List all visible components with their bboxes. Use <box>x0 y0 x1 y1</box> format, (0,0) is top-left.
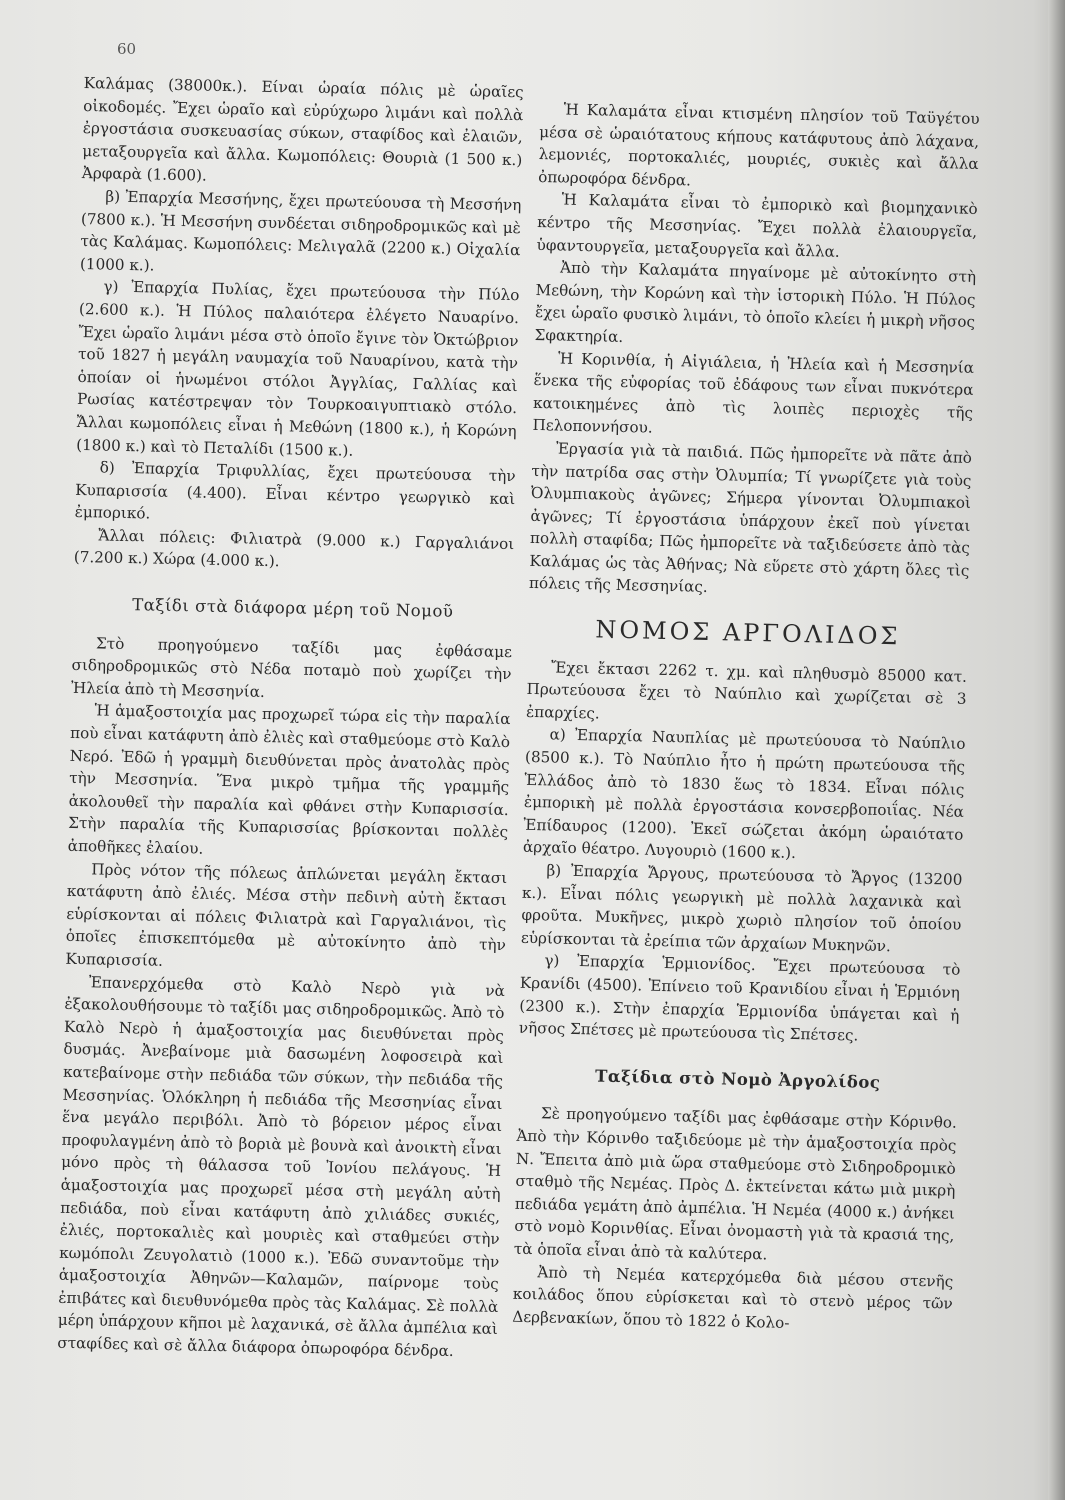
paragraph: γ) Ἐπαρχία Πυλίας, ἔχει πρωτεύουσα τὴν Πύλο (2.600 κ.). Ἡ Πύλος παλαιότερα ἐλέγετο Ναυαρίνο. Ἔχει ὡραῖο λιμάνι μέσα στὸ ὁποῖο ἔγινε τὸν Ὀκτώβριον τοῦ 1827 ἡ μεγάλη ναυμαχία τοῦ Ναυαρίνου, κατὰ τὴν ὁποίαν οἱ ἡνωμένοι στόλοι Ἀγγλίας, Γαλλίας καὶ Ρωσίας κατέστρεψαν τὸν Τουρκοαιγυπτιακὸ στόλο. Ἄλλαι κωμοπόλεις εἶναι ἡ Μεθώνη (1800 κ.), ἡ Κορώνη (1800 κ.) καὶ τὸ Πεταλίδι (1500 κ.). <box>76 277 520 460</box>
paragraph: Καλάμας (38000κ.). Είναι ὡραία πόλις μὲ ὡραῖες οἰκοδομές. Ἔχει ὡραῖο καὶ εὐρύχωρο λιμάνι καὶ πολλὰ ἐργοστάσια συσκευασίας σύκων, σταφίδος καὶ ἐλαιῶν, μεταξουργεῖα καὶ ἄλλα. Κωμοπόλεις: Θουριὰ (1 500 κ.) Ἀρφαρὰ (1.600). <box>81 73 524 185</box>
section-subheading: Ταξίδια στὸ Νομὸ Ἀργολίδος <box>594 1066 881 1092</box>
left-column <box>57 72 524 1364</box>
paragraph: Σὲ προηγούμενο ταξίδι μας ἐφθάσαμε στὴν Κόρινθο. Ἀπὸ τὴν Κόρινθο ταξιδεύομε μὲ τὴν ἁμαξοστοιχία πρὸς Ν. Ἔπειτα ἀπὸ μιὰ ὥρα σταθμεύομε στὸ Σιδηροδρομικὸ σταθμὸ τῆς Νεμέας. Πρὸς Δ. ἐκτείνεται κάτω μιὰ μικρὴ πεδιάδα γεμάτη ἀπὸ ἀμπέλια. Ἡ Νεμέα (4000 κ.) ἀνήκει στὸ νομὸ Κορινθίας. Εἶναι ὀνομαστὴ γιὰ τὰ κρασιά της, τὰ ὁποῖα εἶναι ἀπὸ τὰ καλύτερα. <box>513 1104 958 1264</box>
section-heading: ΝΟΜΟΣ ΑΡΓΟΛΙΔΟΣ <box>595 615 901 651</box>
paragraph: Πρὸς νότον τῆς πόλεως ἁπλώνεται μεγάλη ἔκτασι κατάφυτη ἀπὸ ἐλιές. Μέσα στὴν πεδινὴ αὐτὴ ἔκτασι εὑρίσκονται αἱ πόλεις Φιλιατρὰ καὶ Γαργαλιάνοι, τὶς ὁποῖες ἐπισκεπτόμεθα μὲ αὐτοκίνητο ἀπὸ τὴν Κυπαρισσία. <box>65 859 508 970</box>
paragraph: Ἀπὸ τὴν Καλαμάτα πηγαίνομε μὲ αὐτοκίνητο στὴ Μεθώνη, τὴν Κορώνη καὶ τὴν ἱστορικὴ Πύλο. Ἡ Πύλος ἔχει ὡραῖο φυσικὸ λιμάνι, τὸ ὁποῖο κλείει ἡ μικρὴ νῆσος Σφακτηρία. <box>534 258 977 346</box>
paragraph: Ἄλλαι πόλεις: Φιλιατρὰ (9.000 κ.) Γαργαλιάνοι (7.200 κ.) Χώρα (4.000 κ.). <box>73 526 515 571</box>
paragraph: Ἔχει ἔκτασι 2262 τ. χμ. καὶ πληθυσμὸ 85000 κατ. Πρωτεύουσα ἔχει τὸ Ναύπλιο καὶ χωρίζεται σὲ 3 ἐπαρχίες. <box>525 658 968 723</box>
page-number: 60 <box>117 40 137 58</box>
paragraph: Ἐπανερχόμεθα στὸ Καλὸ Νερὸ γιὰ νὰ ἐξακολουθήσουμε τὸ ταξίδι μας σιδηροδρομικῶς. Ἀπὸ τὸ Καλὸ Νερὸ ἡ ἁμαξοστοιχία μας διευθύνεται πρὸς δυσμάς. Ἀνεβαίνομε μιὰ δασωμένη λοφοσειρὰ καὶ κατεβαίνομε στὴν πεδιάδα τῶν σύκων, τὴν πεδιάδα τῆς Μεσσηνίας. Ὁλόκληρη ἡ πεδιάδα τῆς Μεσσηνίας εἶναι ἕνα μεγάλο περιβόλι. Ἀπὸ τὸ βόρειον μέρος εἶναι προφυλαγμένη ἀπὸ τὸ βοριὰ μὲ βουνὰ καὶ ἀνοικτὴ εἶναι μόνο πρὸς τὴ θάλασσα τοῦ Ἰονίου πελάγους. Ἡ ἁμαξοστοιχία μας προχωρεῖ μέσα στὴ μεγάλη αὐτὴ πεδιάδα, ποὺ εἶναι κατάφυτη ἀπὸ χιλιάδες συκιές, ἐλιές, πορτοκαλιὲς καὶ μουριὲς καὶ σταθμεύει στὴν κωμόπολι Ζευγολατιὸ (1000 κ.). Ἐδῶ συναντοῦμε τὴν ἁμαξοστοιχία Ἀθηνῶν—Καλαμῶν, παίρνομε τοὺς ἐπιβάτες καὶ διευθυνόμεθα πρὸς τὰς Καλάμας. Σὲ πολλὰ μέρη ὑπάρχουν κῆποι μὲ λαχανικά, σὲ ἄλλα ἀμπέλια καὶ σταφίδες καὶ σὲ ἄλλα διάφορα ὀπωροφόρα δένδρα. <box>57 972 506 1361</box>
section-subheading: Ταξίδι στὰ διάφορα μέρη τοῦ Νομοῦ <box>132 595 454 621</box>
paragraph: β) Ἐπαρχία Ἄργους, πρωτεύουσα τὸ Ἄργος (13200 κ.). Εἶναι πόλις γεωργικὴ μὲ πολλὰ λαχανικὰ καὶ φροῦτα. Μυκῆνες, μικρὸ χωριὸ πλησίον τοῦ ὁποίου εὑρίσκονται τὰ ἐρείπια τῶν ἀρχαίων Μυκηνῶν. <box>520 861 963 955</box>
paragraph: Ἡ Κορινθία, ἡ Αἰγιάλεια, ἡ Ἠλεία καὶ ἡ Μεσσηνία ἕνεκα τῆς εὐφορίας τοῦ ἐδάφους των εἶναι πυκνότερα κατοικημένες ἀπὸ τὶς λοιπὲς περιοχὲς τῆς Πελοποννήσου. <box>532 349 975 437</box>
paragraph: Ἡ Καλαμάτα εἶναι κτισμένη πλησίον τοῦ Ταϋγέτου μέσα σὲ ὡραιότατους κήπους κατάφυτους ἀπὸ λάχανα, λεμονιές, πορτοκαλιές, μουριές, συκιὲς καὶ ἄλλα ὀπωροφόρα δένδρα. <box>538 100 980 190</box>
paragraph: Ἐργασία γιὰ τὰ παιδιά. Πῶς ἠμπορεῖτε νὰ πᾶτε ἀπὸ τὴν πατρίδα σας στὴν Ὀλυμπία; Τί γνωρίζετε γιὰ τοὺς Ὀλυμπιακοὺς ἀγῶνες; Σήμερα γίνονται Ὀλυμπιακοὶ ἀγῶνες; Τί ἐργοστάσια ὑπάρχουν ἐκεῖ ποὺ γίνεται πολλὴ σταφίδα; Πῶς ἠμπορεῖτε νὰ ταξιδεύσετε ἀπὸ τὰς Καλάμας ὡς τὰς Ἀθήνας; Νὰ εὕρετε στὸ χάρτη ὅλες τὶς πόλεις τῆς Μεσσηνίας. <box>528 439 973 597</box>
paragraph: δ) Ἐπαρχία Τριφυλλίας, ἔχει πρωτεύουσα τὴν Κυπαρισσία (4.400). Εἶναι κέντρο γεωργικὸ καὶ ἐμπορικό. <box>74 458 516 523</box>
paragraph: Ἡ ἁμαξοστοιχία μας προχωρεῖ τώρα εἰς τὴν παραλία ποὺ εἶναι κατάφυτη ἀπὸ ἐλιὲς καὶ σταθμεύομε στὸ Καλὸ Νερό. Ἐδῶ ἡ γραμμὴ διευθύνεται πρὸς ἀνατολὰς πρὸς τὴν Μεσσηνία. Ἕνα μικρὸ τμῆμα τῆς γραμμῆς ἀκολουθεῖ τὴν παραλία καὶ φθάνει στὴν Κυπαρισσία. Στὴν παραλία τῆς Κυπαρισσίας βρίσκονται πολλὲς ἀποθῆκες ἐλαίου. <box>67 701 511 858</box>
paragraph: γ) Ἐπαρχία Ἑρμιονίδος. Ἔχει πρωτεύουσα τὸ Κρανίδι (4500). Ἐπίνειο τοῦ Κρανιδίου εἶναι ἡ Ἑρμιόνη (2300 κ.). Στὴν ἐπαρχία Ἑρμιονίδα ὑπάγεται καὶ ἡ νῆσος Σπέτσες μὲ πρωτεύουσα τὶς Σπέτσες. <box>518 951 961 1045</box>
page-edge <box>1048 0 1065 1500</box>
right-column <box>512 98 980 1338</box>
paragraph: Στὸ προηγούμενο ταξίδι μας ἐφθάσαμε σιδηροδρομικῶς στὸ Νέδα ποταμὸ ποὺ χωρίζει τὴν Ἠλεία ἀπὸ τὴ Μεσσηνία. <box>70 634 513 701</box>
paragraph: Ἡ Καλαμάτα εἶναι τὸ ἐμπορικὸ καὶ βιομηχανικὸ κέντρο τῆς Μεσσηνίας. Ἔχει πολλὰ ἐλαιουργεῖα, ὑφαντουργεῖα, μεταξουργεῖα καὶ ἄλλα. <box>536 190 978 261</box>
paragraph: β) Ἐπαρχία Μεσσήνης, ἔχει πρωτεύουσα τὴ Μεσσήνη (7800 κ.). Ἡ Μεσσήνη συνδέεται σιδηροδρομικῶς καὶ μὲ τὰς Καλάμας. Κωμοπόλεις: Μελιγαλᾶ (2200 κ.) Οἰχαλία (1000 κ.). <box>79 187 522 275</box>
paragraph: Ἀπὸ τὴ Νεμέα κατερχόμεθα διὰ μέσου στενῆς κοιλάδος ὅπου εὑρίσκεται καὶ τὸ στενὸ μέρος τῶν Δερβενακίων, ὅπου τὸ 1822 ὁ Κολο- <box>512 1262 954 1332</box>
paragraph: α) Ἐπαρχία Ναυπλίας μὲ πρωτεύουσα τὸ Ναύπλιο (8500 κ.). Τὸ Ναύπλιο ἦτο ἡ πρώτη πρωτεύουσα τῆς Ἑλλάδος ἀπὸ τὸ 1830 ἕως τὸ 1834. Εἶναι πόλις ἐμπορικὴ μὲ πολλὰ ἐργοστάσια κονσερβοποιΐας. Νέα Ἐπίδαυρος (1200). Ἐκεῖ σώζεται ἀκόμη ὡραιότατο ἀρχαῖο θέατρο. Λυγουριὸ (1600 κ.). <box>522 725 966 863</box>
